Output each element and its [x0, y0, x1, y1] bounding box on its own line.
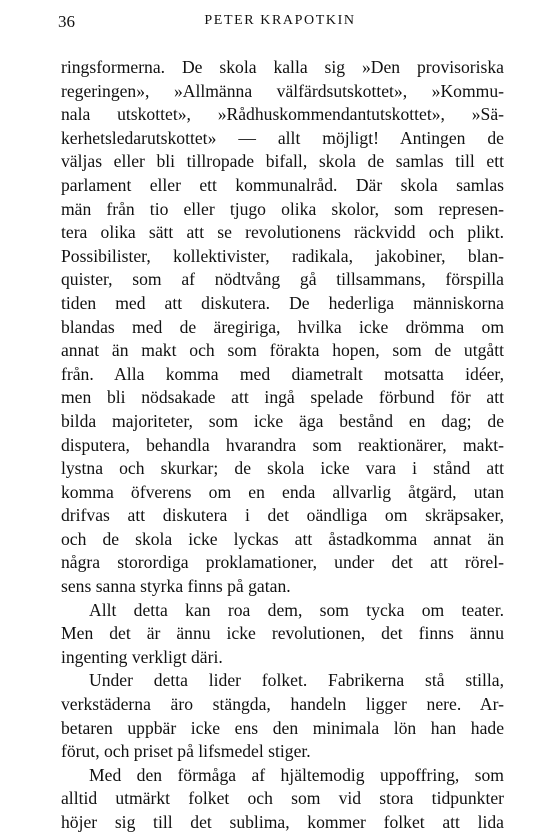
text-line: ringsformerna. De skola kalla sig »Den provisoriska: [61, 57, 504, 77]
text-line: blandas med de äregiriga, hvilka icke drömma om: [61, 316, 504, 337]
text-line: lystna och skurkar; de skola icke vara i stånd att: [61, 458, 504, 479]
text-line: tera olika sätt att se revolutionens räckvidd och plikt.: [61, 222, 504, 243]
text-line: kerhetsledarutskottet» — allt möjligt! Antingen de: [61, 127, 504, 148]
paragraph-start-line: Under detta lider folket. Fabrikerna stå stilla,: [89, 670, 504, 691]
text-line: verkstäderna äro stängda, handeln ligger nere. Ar-: [61, 694, 504, 715]
paragraph-end-line: ingenting verkligt däri.: [61, 646, 223, 667]
text-line: och de skola icke lyckas att åstadkomma annat än: [61, 528, 504, 549]
text-line: tiden med att diskutera. De hederliga människorna: [61, 292, 504, 313]
text-line: män från tio eller tjugo olika skolor, som represen-: [61, 198, 504, 219]
page-number: 36: [58, 12, 75, 31]
text-line: Possibilister, kollektivister, radikala, jakobiner, blan-: [61, 245, 504, 266]
text-line: bilda majoriteter, som icke äga bestånd en dag; de: [61, 410, 504, 431]
text-line: komma öfverens om en enda allvarlig åtgärd, utan: [61, 481, 504, 502]
text-line: disputera, behandla hvarandra som reaktionärer, makt-: [61, 434, 504, 455]
paragraph-end-line: förut, och priset på lifsmedel stiger.: [61, 741, 311, 762]
text-line: höjer sig till det sublima, kommer folket att lida: [61, 812, 504, 832]
running-head: [58, 12, 502, 34]
paragraph-end-line: sens sanna styrka finns på gatan.: [61, 576, 291, 597]
text-line: regeringen», »Allmänna välfärdsutskottet», »Kommu-: [61, 80, 504, 101]
text-line: betaren uppbär icke ens den minimala lön han hade: [61, 717, 504, 738]
text-line: men bli nödsakade att ingå spelade förbund för att: [61, 387, 504, 408]
text-line: Men det är ännu icke revolutionen, det finns ännu: [61, 623, 504, 644]
text-line: några storordiga proklamationer, under det att rörel-: [61, 552, 504, 573]
text-line: från. Alla komma med diametralt motsatta idéer,: [61, 363, 504, 384]
running-head-title: PETER KRAPOTKIN: [204, 13, 356, 28]
text-line: väljas eller bli tillropade bifall, skola de samlas till ett: [61, 151, 504, 172]
paragraph-start-line: Med den förmåga af hjältemodig uppoffring, som: [89, 764, 504, 785]
text-line: annat än makt och som förakta hopen, som de utgått: [61, 340, 504, 361]
text-line: alltid utmärkt folket och som vid stora tidpunkter: [61, 788, 504, 809]
text-line: quister, som af nödtvång gå tillsammans, förspilla: [61, 269, 504, 290]
body-text: [61, 56, 504, 835]
text-line: nala utskottet», »Rådhuskommendantutskottet», »Sä-: [61, 104, 504, 125]
text-line: drifvas att diskutera i det oändliga om skräpsaker,: [61, 505, 504, 526]
paragraph-start-line: Allt detta kan roa dem, som tycka om teater.: [89, 599, 504, 620]
text-line: parlament eller ett kommunalråd. Där skola samlas: [61, 174, 504, 195]
